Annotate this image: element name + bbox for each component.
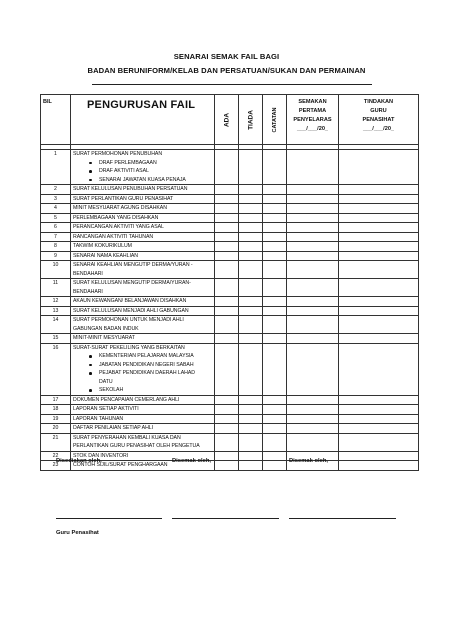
cell-tindakan[interactable] [339,261,419,279]
item-text: SENARAI KEAHLIAN MENGUTIP DERMA/YURAN - [73,262,193,268]
cell-semakan[interactable] [287,297,339,307]
cell-tindakan[interactable] [339,194,419,204]
signature-line-2 [172,518,279,519]
cell-catatan[interactable] [263,242,287,252]
item-text: CONTOH SIJIL/SURAT PENGHARGAAN [73,462,168,468]
row-item [71,395,215,405]
cell-catatan[interactable] [263,150,287,185]
row-number: 22 [41,451,71,461]
row-item [71,232,215,242]
cell-catatan[interactable] [263,261,287,279]
cell-catatan[interactable] [263,343,287,395]
row-item [71,343,215,395]
row-number: 7 [41,232,71,242]
cell-ada[interactable] [215,424,239,434]
cell-tiada[interactable] [239,424,263,434]
cell-tiada[interactable] [239,194,263,204]
cell-catatan[interactable] [263,297,287,307]
row-item [71,204,215,214]
cell-tiada[interactable] [239,251,263,261]
item-text: SURAT PERLANTIKAN GURU PENASIHAT [73,195,174,202]
cell-tiada[interactable] [239,223,263,233]
table-row [41,405,419,415]
row-item [71,297,215,307]
table-row [41,185,419,195]
row-item [71,334,215,344]
cell-catatan[interactable] [263,279,287,297]
table-row [41,194,419,204]
table-row [41,223,419,233]
table-row [41,395,419,405]
sub-item: KEMENTERIAN PELAJARAN MALAYSIA [73,352,212,361]
cell-semakan[interactable] [287,261,339,279]
row-number: 19 [41,414,71,424]
cell-catatan[interactable] [263,232,287,242]
cell-catatan[interactable] [263,451,287,461]
cell-ada[interactable] [215,223,239,233]
row-item [71,223,215,233]
cell-tindakan[interactable] [339,395,419,405]
table-row [41,334,419,344]
cell-ada[interactable] [215,395,239,405]
table-row [41,279,419,297]
cell-ada[interactable] [215,242,239,252]
cell-semakan[interactable] [287,395,339,405]
cell-tiada[interactable] [239,461,263,471]
table-row [41,433,419,451]
cell-tiada[interactable] [239,242,263,252]
cell-tindakan[interactable] [339,433,419,451]
cell-tindakan[interactable] [339,251,419,261]
cell-catatan[interactable] [263,461,287,471]
row-item [71,194,215,204]
table-row [41,242,419,252]
cell-tiada[interactable] [239,213,263,223]
item-text: BENDAHARI [73,288,103,295]
cell-tiada[interactable] [239,334,263,344]
cell-semakan[interactable] [287,343,339,395]
cell-catatan[interactable] [263,194,287,204]
cell-tindakan[interactable] [339,306,419,316]
row-item [71,433,215,451]
row-number: 16 [41,343,71,395]
cell-semakan[interactable] [287,204,339,214]
table-row [41,261,419,279]
table-row [41,232,419,242]
cell-catatan[interactable] [263,213,287,223]
cell-tiada[interactable] [239,204,263,214]
cell-tindakan[interactable] [339,297,419,307]
row-item [71,261,215,279]
item-text: MINIT MESYUARAT AGUNG DISAHKAN [73,205,167,211]
cell-semakan[interactable] [287,334,339,344]
row-number: 1 [41,150,71,185]
row-item [71,414,215,424]
row-item [71,316,215,334]
cell-ada[interactable] [215,334,239,344]
item-text: PERLANTIKAN GURU PENASIHAT OLEH PENGETUA [73,443,200,449]
cell-tindakan[interactable] [339,185,419,195]
table-row [41,213,419,223]
cell-semakan[interactable] [287,223,339,233]
cell-catatan[interactable] [263,185,287,195]
item-text: STOK DAN INVENTORI [73,452,129,459]
item-text: SURAT KELULUSAN PENUBUHAN PERSATUAN [73,186,188,192]
cell-semakan[interactable] [287,150,339,185]
row-number: 9 [41,251,71,261]
cell-semakan[interactable] [287,251,339,261]
row-item [71,185,215,195]
header-tindakan: TINDAKAN GURU PENASIHAT ___/___/20_ [339,95,419,145]
cell-tindakan[interactable] [339,334,419,344]
cell-ada[interactable] [215,194,239,204]
sub-item: SENARAI JAWATAN KUASA PENAJA [73,176,212,185]
cell-tiada[interactable] [239,279,263,297]
cell-tindakan[interactable] [339,451,419,461]
cell-semakan[interactable] [287,306,339,316]
cell-semakan[interactable] [287,194,339,204]
cell-catatan[interactable] [263,306,287,316]
row-item [71,306,215,316]
item-text: RANCANGAN AKTIVITI TAHUNAN [73,233,154,240]
item-text: AKAUN KEWANGAN/ BELANJAWAN DISAHKAN [73,298,187,304]
item-text: DOKUMEN PENCAPAIAN CEMERLANG AHLI [73,396,180,403]
sub-item-continuation: DATU [99,378,113,385]
sub-item: DRAF PERLEMBAGAAN [73,159,212,168]
cell-tindakan[interactable] [339,424,419,434]
cell-ada[interactable] [215,451,239,461]
item-text: SURAT PERMOHONAN PENUBUHAN [73,151,163,157]
cell-ada[interactable] [215,251,239,261]
cell-tindakan[interactable] [339,405,419,415]
cell-tiada[interactable] [239,451,263,461]
item-text: SURAT PERMOHONAN UNTUK MENJADI AHLI [73,317,184,323]
row-number: 3 [41,194,71,204]
checked-by-label-1: Disemak oleh, [172,458,211,464]
cell-ada[interactable] [215,461,239,471]
cell-ada[interactable] [215,261,239,279]
table-row [41,414,419,424]
row-number: 18 [41,405,71,415]
row-number: 6 [41,223,71,233]
cell-tindakan[interactable] [339,316,419,334]
cell-catatan[interactable] [263,405,287,415]
cell-ada[interactable] [215,433,239,451]
cell-ada[interactable] [215,297,239,307]
sub-item: JABATAN PENDIDIKAN NEGERI SABAH [73,361,212,370]
row-number: 13 [41,306,71,316]
table-row [41,150,419,185]
table-row [41,424,419,434]
cell-tindakan[interactable] [339,213,419,223]
item-text: PERLEMBAGAAN YANG DISAHKAN [73,214,159,221]
item-text: GABUNGAN BADAN INDUK [73,325,139,332]
cell-tindakan[interactable] [339,204,419,214]
item-text: SENARAI NAMA KEAHLIAN [73,252,138,259]
cell-ada[interactable] [215,279,239,297]
cell-tiada[interactable] [239,414,263,424]
header-ada: ADA [215,95,239,145]
header-catatan: CATATAN [263,95,287,145]
header-pengurusan-fail: PENGURUSAN FAIL [71,95,215,145]
item-text: SURAT KELULUSAN MENGUTIP DERMA/YURAN- [73,280,191,286]
table-row [41,343,419,395]
cell-tiada[interactable] [239,433,263,451]
row-number: 2 [41,185,71,195]
cell-semakan[interactable] [287,433,339,451]
cell-tiada[interactable] [239,297,263,307]
cell-catatan[interactable] [263,414,287,424]
table-row [41,306,419,316]
cell-tindakan[interactable] [339,232,419,242]
cell-tindakan[interactable] [339,461,419,471]
cell-semakan[interactable] [287,424,339,434]
cell-tindakan[interactable] [339,242,419,252]
cell-tiada[interactable] [239,185,263,195]
cell-ada[interactable] [215,343,239,395]
cell-catatan[interactable] [263,424,287,434]
cell-semakan[interactable] [287,279,339,297]
cell-tiada[interactable] [239,150,263,185]
cell-ada[interactable] [215,232,239,242]
cell-catatan[interactable] [263,334,287,344]
header-tiada: TIADA [239,95,263,145]
cell-tiada[interactable] [239,261,263,279]
cell-tindakan[interactable] [339,150,419,185]
cell-ada[interactable] [215,316,239,334]
item-text: SURAT PENYERAHAN KEMBALI KUASA DAN [73,434,181,441]
item-text: TAKWIM KOKURIKULUM [73,243,132,249]
item-text: SURAT KELULUSAN MENJADI AHLI GABUNGAN [73,307,189,314]
row-number: 15 [41,334,71,344]
cell-tiada[interactable] [239,395,263,405]
header-semakan: SEMAKAN PERTAMA PENYELARAS ___/___/20_ [287,95,339,145]
row-item [71,424,215,434]
cell-ada[interactable] [215,204,239,214]
row-number: 14 [41,316,71,334]
table-row [41,297,419,307]
row-number: 23 [41,461,71,471]
cell-semakan[interactable] [287,213,339,223]
row-number: 20 [41,424,71,434]
cell-tiada[interactable] [239,232,263,242]
cell-tindakan[interactable] [339,414,419,424]
cell-semakan[interactable] [287,414,339,424]
checked-by-label-2: Disemak oleh, [289,458,328,464]
item-text: LAPORAN TAHUNAN [73,415,124,422]
item-text: PERANCANGAN AKTIVITI YANG ASAL [73,224,164,230]
cell-semakan[interactable] [287,405,339,415]
cell-tindakan[interactable] [339,223,419,233]
row-number: 12 [41,297,71,307]
cell-tindakan[interactable] [339,343,419,395]
item-text: LAPORAN SETIAP AKTIVITI [73,406,139,412]
row-item [71,405,215,415]
cell-catatan[interactable] [263,316,287,334]
cell-tiada[interactable] [239,405,263,415]
table-row [41,251,419,261]
table-row [41,316,419,334]
sub-item: PEJABAT PENDIDIKAN DAERAH LAHAD [73,369,212,378]
document-title: SENARAI SEMAK FAIL BAGI [173,52,280,61]
item-text: DAFTAR PENILAIAN SETIAP AHLI [73,425,153,431]
signature-line-1 [56,518,162,519]
cell-semakan[interactable] [287,316,339,334]
row-item [71,251,215,261]
item-text: BENDAHARI [73,270,103,277]
cell-ada[interactable] [215,150,239,185]
table-header-row [41,95,419,145]
cell-tiada[interactable] [239,306,263,316]
cell-catatan[interactable] [263,204,287,214]
cell-catatan[interactable] [263,433,287,451]
row-number: 5 [41,213,71,223]
item-text: SURAT-SURAT PEKELILING YANG BERKAITAN [73,344,185,351]
cell-catatan[interactable] [263,223,287,233]
row-number: 21 [41,433,71,451]
row-item [71,242,215,252]
sub-item: SEKOLAH [73,386,212,395]
cell-semakan[interactable] [287,185,339,195]
cell-ada[interactable] [215,213,239,223]
item-text: MINIT-MINIT MESYUARAT [73,335,135,341]
row-number: 8 [41,242,71,252]
cell-tiada[interactable] [239,343,263,395]
sub-item: DRAF AKTIVITI ASAL [73,167,212,176]
header-bil: BIL [41,95,71,145]
row-number: 4 [41,204,71,214]
row-item [71,213,215,223]
cell-tindakan[interactable] [339,279,419,297]
cell-catatan[interactable] [263,395,287,405]
document-subtitle: BADAN BERUNIFORM/KELAB DAN PERSATUAN/SUKAN DAN PERMAINAN [87,66,366,75]
row-item [71,279,215,297]
cell-catatan[interactable] [263,251,287,261]
table-row [41,204,419,214]
cell-semakan[interactable] [287,242,339,252]
row-number: 17 [41,395,71,405]
row-number: 10 [41,261,71,279]
checklist-table [40,94,419,471]
cell-ada[interactable] [215,306,239,316]
row-number: 11 [41,279,71,297]
signature-line-3 [289,518,396,519]
cell-ada[interactable] [215,185,239,195]
cell-tiada[interactable] [239,316,263,334]
cell-ada[interactable] [215,414,239,424]
title-underline [92,84,372,85]
prepared-by-label: Disediakan oleh, [56,458,102,464]
row-item [71,150,215,185]
advisor-label: Guru Penasihat [56,530,99,536]
cell-semakan[interactable] [287,232,339,242]
cell-ada[interactable] [215,405,239,415]
